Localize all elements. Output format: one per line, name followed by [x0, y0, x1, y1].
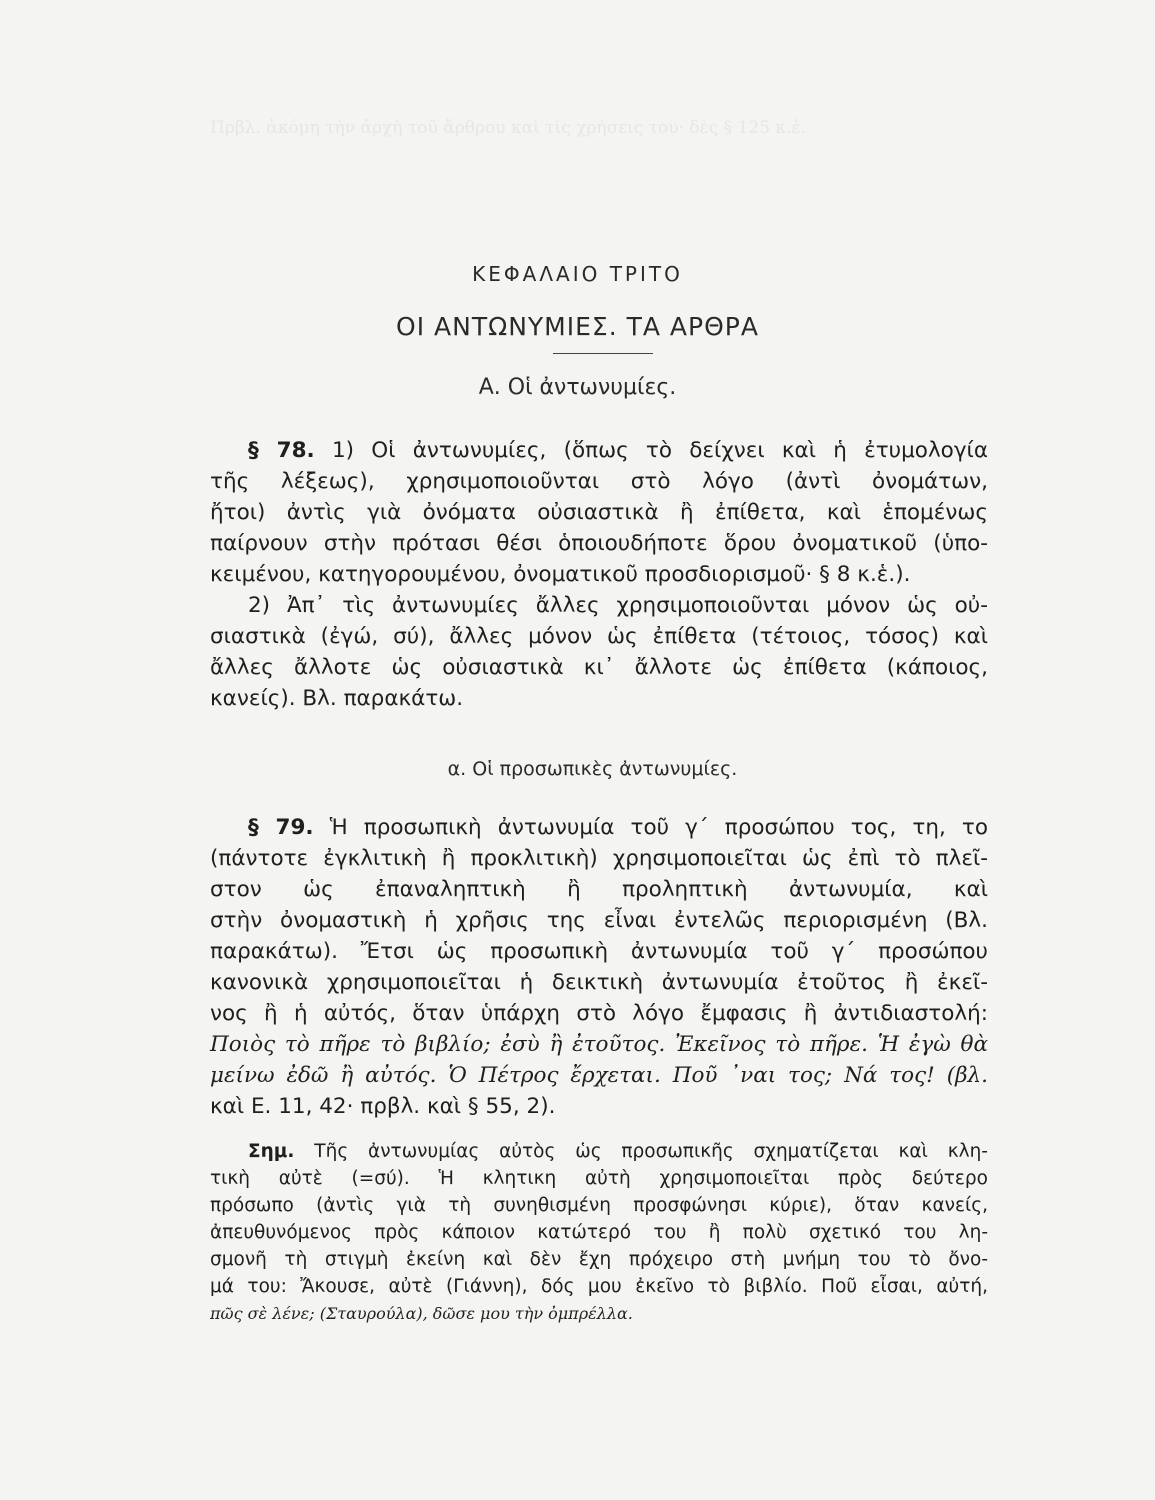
line-text: πῶς σὲ λένε; (Σταυρούλα), δῶσε μου τὴν ὀμπρέλλα.	[210, 1304, 633, 1323]
paragraph-78-part-2	[210, 590, 988, 714]
title-divider	[553, 353, 653, 354]
text-line	[210, 905, 988, 936]
text-line	[210, 621, 988, 652]
text-line	[210, 874, 988, 905]
example-line	[210, 1029, 988, 1060]
text-line	[210, 936, 988, 967]
text-line	[210, 843, 988, 874]
line-text: μείνω ἐδῶ ἢ αὐτός. Ὁ Πέτρος ἔρχεται. Ποῦ ᾽ναι τος; Νά τος! (βλ.	[210, 1063, 988, 1088]
text-line	[210, 812, 988, 843]
text-line	[210, 1219, 988, 1246]
text-line	[210, 683, 988, 714]
paragraph-79	[210, 812, 988, 1122]
text-line	[210, 967, 988, 998]
line-text: στὴν ὀνομαστικὴ ἡ χρῆσις της εἶναι ἐντελῶς περιορισμένη (Βλ.	[210, 908, 988, 933]
line-text: κανείς). Βλ. παρακάτω.	[210, 686, 464, 711]
text-line	[210, 1192, 988, 1219]
line-text: καὶ Ε. 11, 42· πρβλ. καὶ § 55, 2).	[210, 1094, 556, 1119]
line-text: μά του: Ἄκουσε, αὐτὲ (Γιάννη), δός μου ἐκεῖνο τὸ βιβλίο. Ποῦ εἶσαι, αὐτή,	[210, 1276, 988, 1297]
text-line	[210, 1138, 988, 1165]
text-line	[210, 1273, 988, 1300]
note-marker: Σημ.	[248, 1141, 295, 1162]
text-line	[210, 1246, 988, 1273]
text-line	[210, 559, 988, 590]
paragraph-marker: § 78.	[248, 438, 315, 463]
line-text: κειμένου, κατηγορουμένου, ὀνοματικοῦ προσδιορισμοῦ· § 8 κ.ἑ.).	[210, 562, 911, 587]
text-line	[210, 466, 988, 497]
text-line	[210, 497, 988, 528]
text-line	[210, 1091, 988, 1122]
chapter-title: ΟΙ ΑΝΤΩΝΥΜΙΕΣ. ΤΑ ΑΡΘΡΑ	[396, 312, 759, 341]
line-text: τῆς λέξεως), χρησιμοποιοῦνται στὸ λόγο (ἀντὶ ὀνομάτων,	[210, 469, 988, 494]
line-text: νος ἢ ἡ αὐτός, ὅταν ὑπάρχη στὸ λόγο ἔμφασις ἢ ἀντιδιαστολή:	[210, 1001, 988, 1026]
example-line	[210, 1060, 988, 1091]
line-text: τικὴ αὐτὲ (=σύ). Ἡ κλητικη αὐτὴ χρησιμοποιεῖται πρὸς δεύτερο	[210, 1168, 988, 1189]
line-text: στον ὡς ἐπαναληπτικὴ ἢ προληπτικὴ ἀντωνυμία, καὶ	[210, 877, 988, 902]
note-block	[210, 1138, 988, 1327]
text-line	[210, 1300, 988, 1327]
line-text: ἀπευθυνόμενος πρὸς κάποιον κατώτερό του ἢ πολὺ σχετικό του λη-	[210, 1222, 988, 1243]
line-text: κανονικὰ χρησιμοποιεῖται ἡ δεικτικὴ ἀντωνυμία ἐτοῦτος ἢ ἐκεῖ-	[210, 970, 988, 995]
text-line	[210, 435, 988, 466]
line-text: ἄλλες ἄλλοτε ὡς οὐσιαστικὰ κι᾽ ἄλλοτε ὡς ἐπίθετα (κάποιος,	[210, 655, 988, 680]
line-text: Τῆς ἀντωνυμίας αὐτὸς ὡς προσωπικῆς σχηματίζεται καὶ κλη-	[314, 1141, 988, 1162]
text-line	[210, 1165, 988, 1192]
line-text: 1) Οἱ ἀντωνυμίες, (ὅπως τὸ δείχνει καὶ ἡ ἐτυμολογία	[331, 438, 988, 463]
line-text: 2) Ἀπ᾽ τὶς ἀντωνυμίες ἄλλες χρησιμοποιοῦνται μόνον ὡς οὐ-	[248, 593, 988, 618]
section-heading: Α. Οἱ ἀντωνυμίες.	[478, 375, 677, 400]
line-text: παρακάτω). Ἔτσι ὡς προσωπικὴ ἀντωνυμία τοῦ γ΄ προσώπου	[210, 939, 988, 964]
line-text: Ἡ προσωπικὴ ἀντωνυμία τοῦ γ΄ προσώπου τος, τη, το	[329, 815, 989, 840]
text-line	[210, 652, 988, 683]
bleed-through-text: Πρβλ. ἀκόμη τὴν ἀρχὴ τοῦ ἄρθρου καὶ τὶς χρήσεις του· δὲς § 125 κ.ἑ.	[210, 118, 806, 138]
paragraph-78	[210, 435, 988, 590]
text-line	[210, 590, 988, 621]
line-text: σμονῆ τὴ στιγμὴ ἐκείνη καὶ δὲν ἔχη πρόχειρο στὴ μνήμη του τὸ ὄνο-	[210, 1249, 988, 1270]
line-text: πρόσωπο (ἀντὶς γιὰ τὴ συνηθισμένη προσφώνησι κύριε), ὅταν κανείς,	[210, 1195, 988, 1216]
line-text: Ποιὸς τὸ πῆρε τὸ βιβλίο; ἐσὺ ἢ ἐτοῦτος. Ἐκεῖνος τὸ πῆρε. Ἡ ἐγὼ θὰ	[210, 1032, 988, 1057]
line-text: σιαστικὰ (ἐγώ, σύ), ἄλλες μόνον ὡς ἐπίθετα (τέτοιος, τόσος) καὶ	[210, 624, 988, 649]
line-text: ἤτοι) ἀντὶς γιὰ ὀνόματα οὐσιαστικὰ ἢ ἐπίθετα, καὶ ἑπομένως	[210, 500, 988, 525]
paragraph-marker: § 79.	[248, 815, 314, 840]
text-line	[210, 528, 988, 559]
chapter-heading: ΚΕΦΑΛΑΙΟ ΤΡΙΤΟ	[472, 262, 683, 286]
line-text: παίρνουν στὴν πρότασι θέσι ὁποιουδήποτε ὅρου ὀνοματικοῦ (ὑπο-	[210, 531, 988, 556]
subsection-heading: α. Οἱ προσωπικὲς ἀντωνυμίες.	[447, 758, 738, 780]
text-line	[210, 998, 988, 1029]
line-text: (πάντοτε ἐγκλιτικὴ ἢ προκλιτικὴ) χρησιμοποιεῖται ὡς ἐπὶ τὸ πλεῖ-	[210, 846, 988, 871]
